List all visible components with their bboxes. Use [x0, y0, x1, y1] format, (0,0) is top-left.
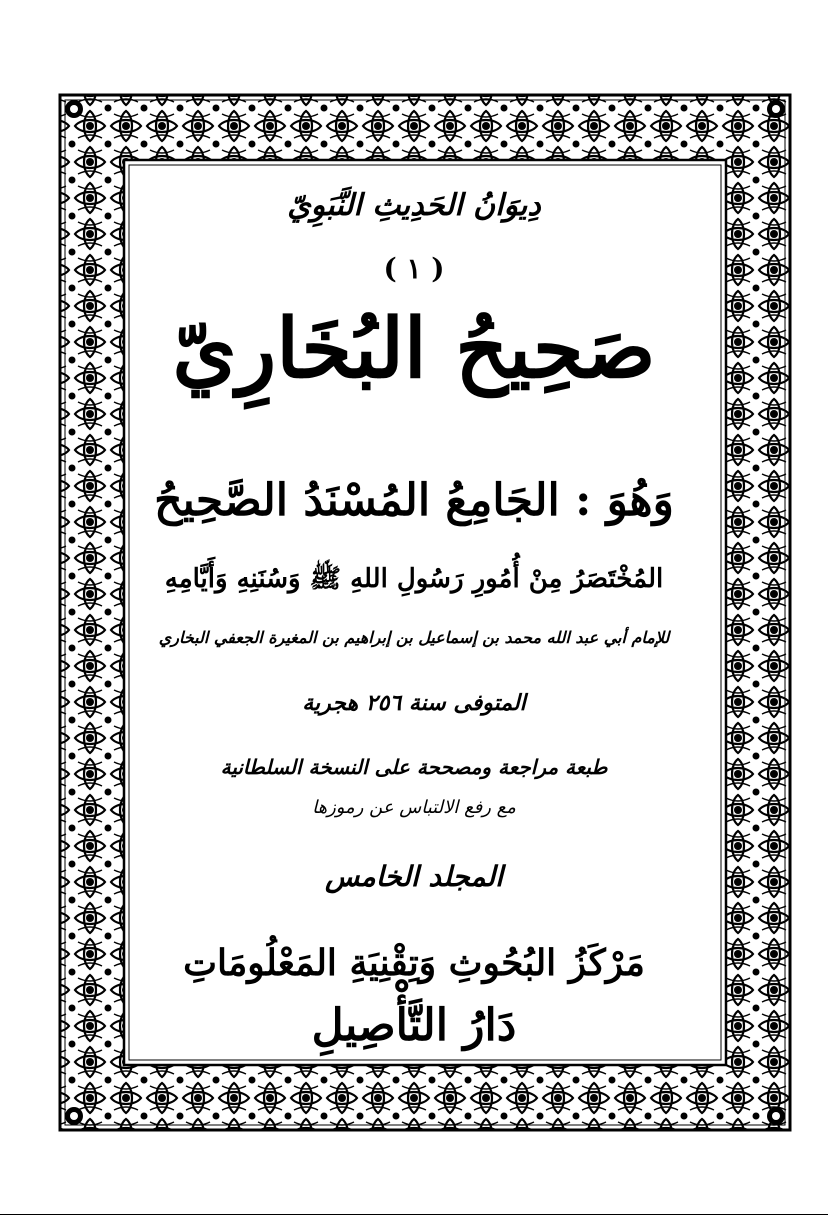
- publisher-name: دَارُ التَّأْصِيلِ: [311, 1000, 517, 1051]
- volume-label: المجلد الخامس: [325, 860, 503, 893]
- author-line: للإمام أبي عبد الله محمد بن إسماعيل بن إبراهيم بن المغيرة الجعفي البخاري: [158, 628, 670, 647]
- book-description: المُخْتَصَرُ مِنْ أُمُورِ رَسُولِ اللهِ ﷺ وَسُنَنِهِ وَأَيَّامِهِ: [164, 564, 664, 594]
- author-death-year: المتوفى سنة ٢٥٦ هجرية: [302, 690, 526, 716]
- book-title: صَحِيحُ البُخَارِيّ: [172, 301, 656, 397]
- title-block: [150, 180, 678, 1060]
- series-title: دِيوَانُ الحَدِيثِ النَّبَوِيّ: [287, 188, 541, 223]
- scan-edge-line: [0, 1214, 828, 1215]
- edition-note-2: مع رفع الالتباس عن رموزها: [312, 797, 516, 818]
- series-volume-number: ( ١ ): [383, 252, 445, 285]
- publisher-center: مَرْكَزُ البُحُوثِ وَتِقْنِيَةِ المَعْلُومَاتِ: [183, 942, 645, 984]
- edition-note-1: طبعة مراجعة ومصححة على النسخة السلطانية: [220, 755, 608, 779]
- book-subtitle: وَهُوَ : الجَامِعُ المُسْنَدُ الصَّحِيحُ: [154, 475, 674, 526]
